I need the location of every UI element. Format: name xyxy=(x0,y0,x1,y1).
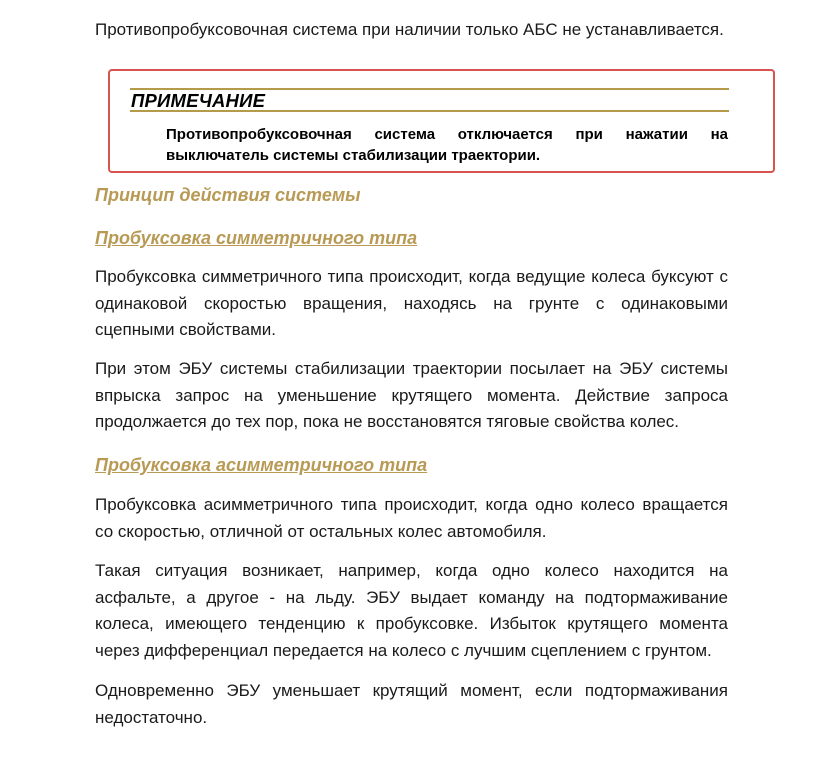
asymmetric-paragraph-2: Такая ситуация возникает, например, когда одно колесо находится на асфальте, а другое - на льду. ЭБУ выдает команду на подтормаживание колеса, имеющего тенденцию к пробуксовке. Избыток крутящего момента через дифференциал передается на колесо с лучшим сцеплением с грунтом. xyxy=(95,561,728,660)
note-title: ПРИМЕЧАНИЕ xyxy=(131,90,266,111)
symmetric-heading: Пробуксовка симметричного типа xyxy=(95,228,418,248)
asymmetric-paragraph-1: Пробуксовка асимметричного типа происходит, когда одно колесо вращается со скоростью, отличной от остальных колес автомобиля. xyxy=(95,495,728,541)
section-heading: Принцип действия системы xyxy=(95,185,361,205)
symmetric-paragraph-2: При этом ЭБУ системы стабилизации траектории посылает на ЭБУ системы впрыска запрос на уменьшение крутящего момента. Действие запроса продолжается до тех пор, пока не восстановятся тяговые свойства колес. xyxy=(95,359,728,431)
note-title-rule xyxy=(130,110,729,112)
asymmetric-paragraph-3: Одновременно ЭБУ уменьшает крутящий момент, если подтормаживания недостаточно. xyxy=(95,681,728,727)
note-text: Противопробуксовочная система отключается при нажатии на выключатель системы стабилизации траектории. xyxy=(166,126,728,164)
intro-paragraph: Противопробуксовочная система при наличии только АБС не устанавливается. xyxy=(95,20,724,39)
symmetric-paragraph-1: Пробуксовка симметричного типа происходит, когда ведущие колеса буксуют с одинаковой скоростью вращения, находясь на грунте с одинаковыми сцепными свойствами. xyxy=(95,267,728,339)
asymmetric-heading: Пробуксовка асимметричного типа xyxy=(95,455,428,475)
